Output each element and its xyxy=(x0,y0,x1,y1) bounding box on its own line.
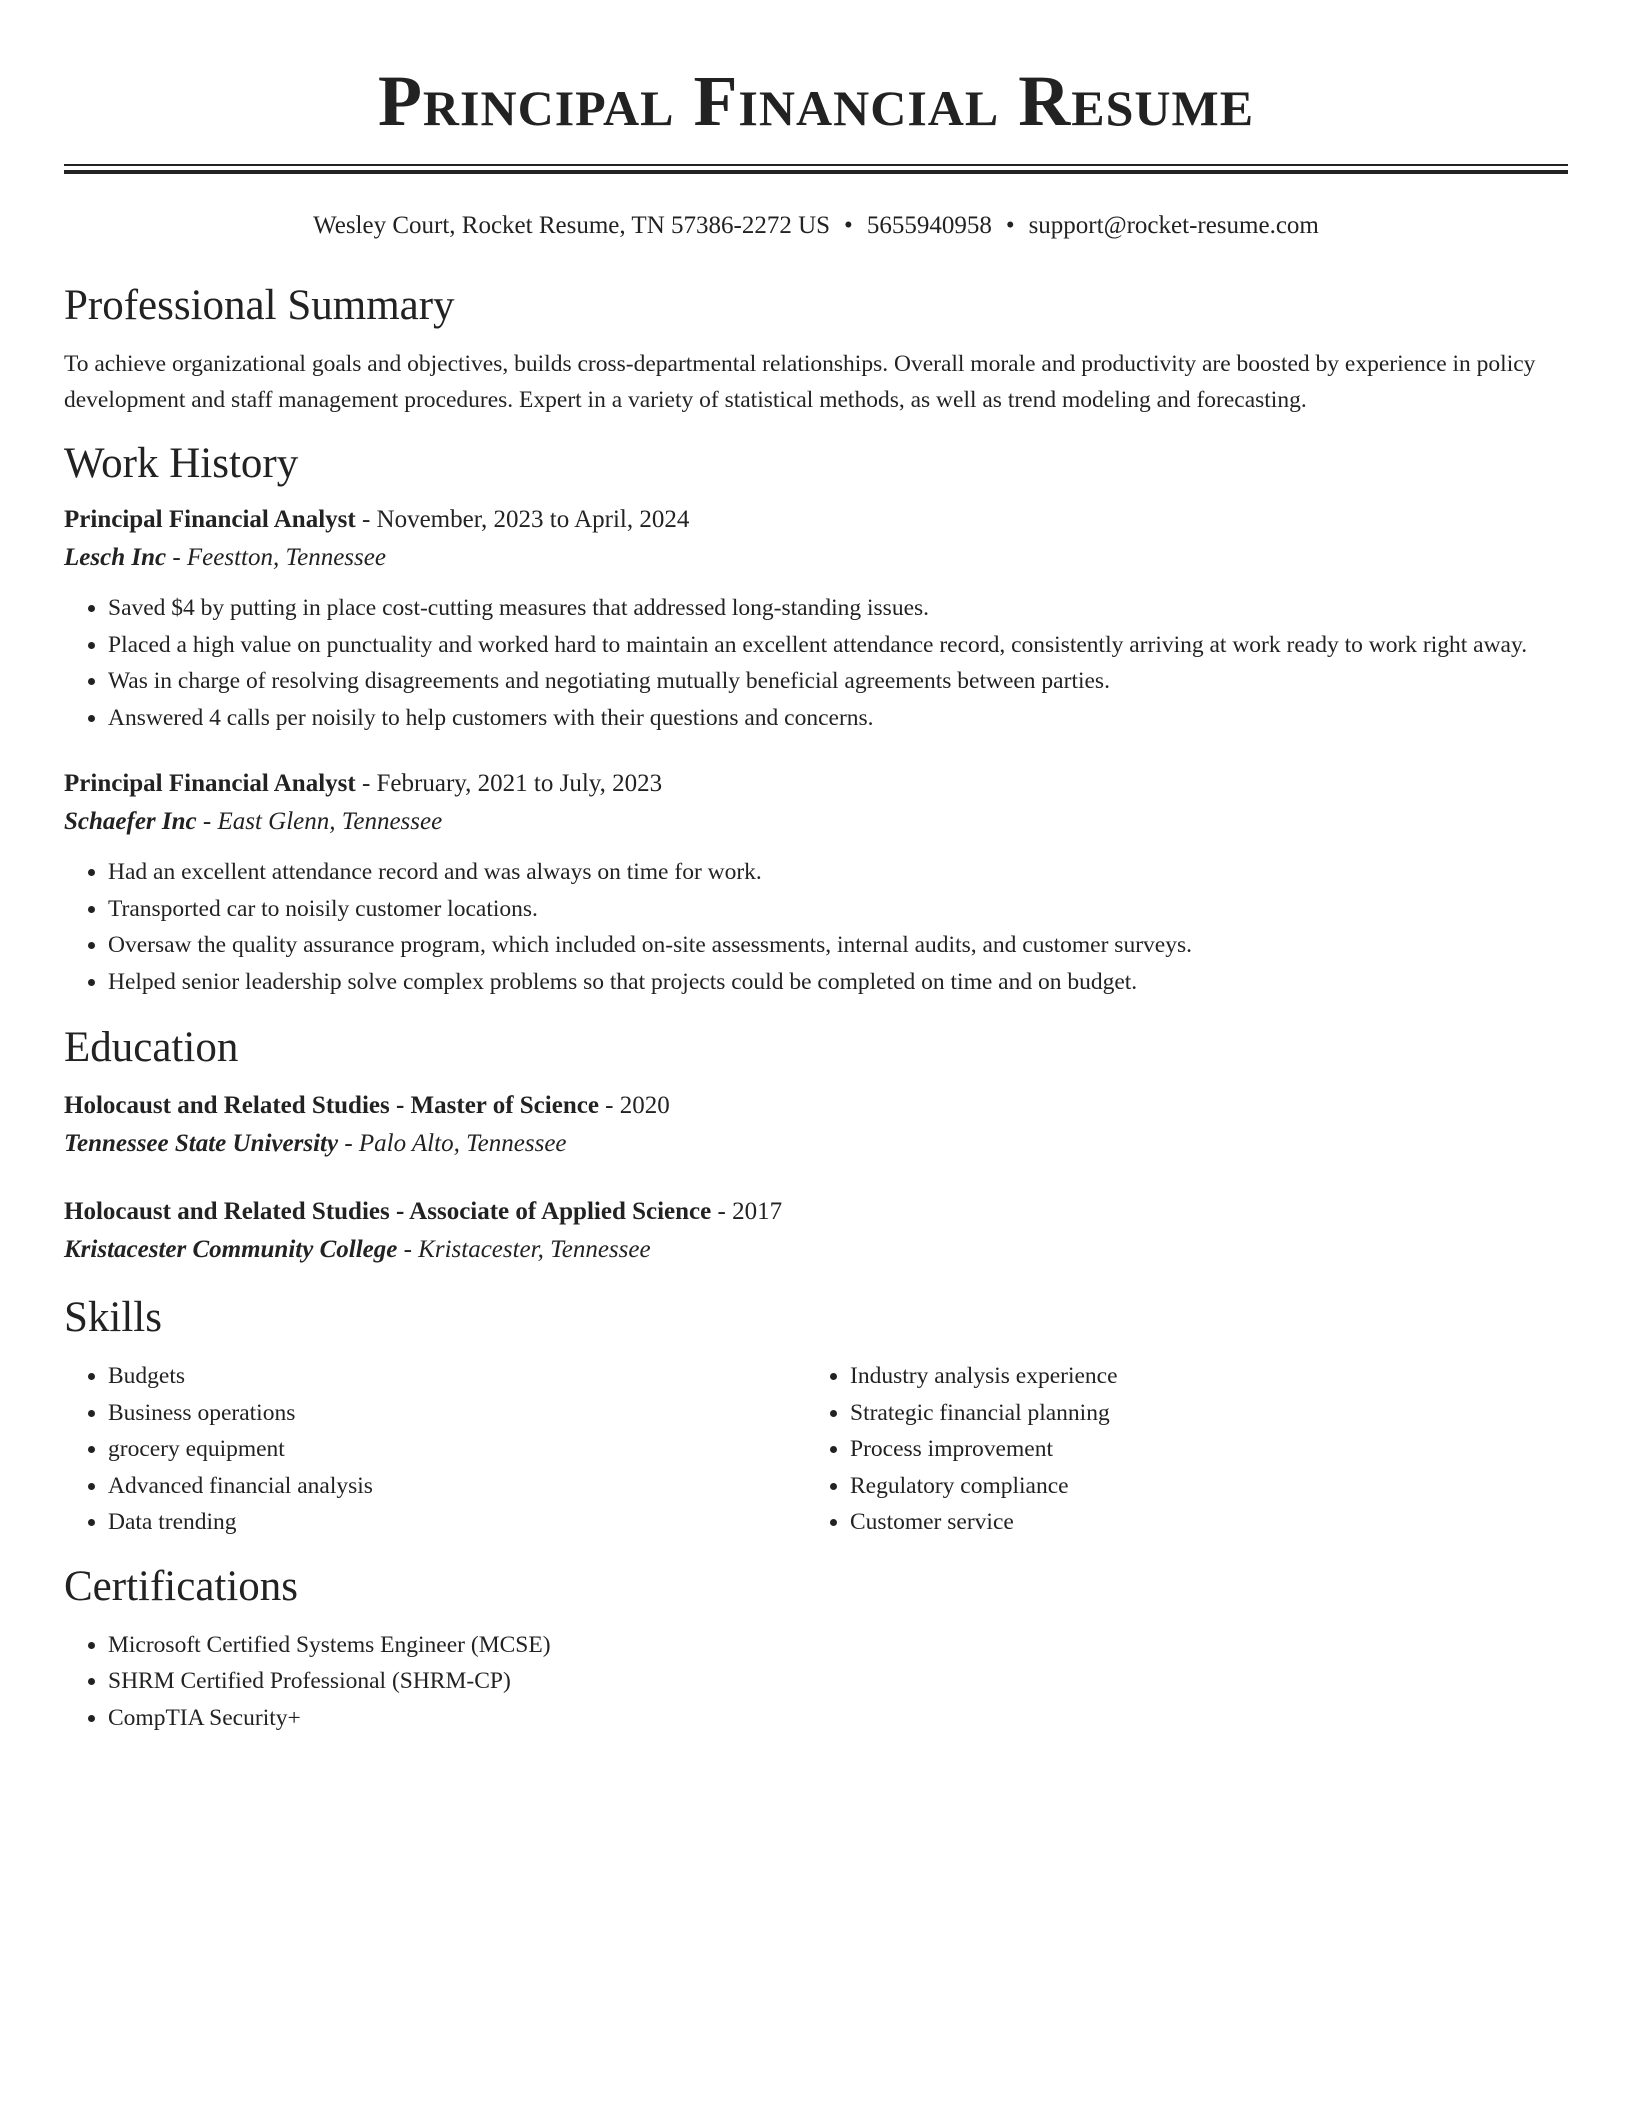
contact-separator: • xyxy=(844,212,853,239)
degree-line xyxy=(64,1194,1568,1230)
skills-column-right xyxy=(806,1358,1548,1541)
school-location: - Palo Alto, Tennessee xyxy=(338,1130,567,1157)
list-item: • Data trending xyxy=(108,1504,806,1541)
skills-list xyxy=(64,1358,1568,1541)
summary-heading: Professional Summary xyxy=(64,282,455,329)
contact-separator: • xyxy=(1005,212,1015,239)
job-entry xyxy=(64,766,1568,1000)
contact-email: support@rocket-resume.com xyxy=(1028,212,1319,239)
list-item: • grocery equipment xyxy=(108,1431,806,1468)
contact-address: Wesley Court, Rocket Resume, TN 57386-2272 US xyxy=(313,212,831,239)
list-item: • Budgets xyxy=(108,1358,806,1395)
list-item: • Saved $4 by putting in place cost-cutting measures that addressed long-standing issues. xyxy=(108,590,1568,627)
job-company: Lesch Inc xyxy=(64,544,167,571)
skills-column-left xyxy=(64,1358,806,1541)
list-item: • Was in charge of resolving disagreements and negotiating mutually beneficial agreements between parties. xyxy=(108,663,1568,700)
list-item: • Oversaw the quality assurance program, which included on-site assessments, internal audits, and customer surveys. xyxy=(108,927,1568,964)
summary-text: To achieve organizational goals and objectives, builds cross-departmental relationships. Overall morale and productivity are boosted by experience in policy development and staff management procedures. Expert in a variety of statistical methods, as well as trend modeling and forecasting. xyxy=(64,351,1536,413)
school-line xyxy=(64,1230,1568,1270)
education-entry xyxy=(64,1088,1568,1164)
list-item: • Placed a high value on punctuality and worked hard to maintain an excellent attendance record, consistently arriving at work ready to work right away. xyxy=(108,627,1568,664)
degree-year: - 2017 xyxy=(711,1198,783,1225)
job-entry xyxy=(64,502,1568,736)
job-title: Principal Financial Analyst xyxy=(64,770,356,797)
job-dates: - November, 2023 to April, 2024 xyxy=(355,506,690,533)
list-item: • Advanced financial analysis xyxy=(108,1468,806,1505)
certifications-heading: Certifications xyxy=(64,1562,299,1610)
skills-heading: Skills xyxy=(64,1294,162,1341)
list-item: • Transported car to noisily customer locations. xyxy=(108,891,1568,928)
list-item: • Answered 4 calls per noisily to help customers with their questions and concerns. xyxy=(108,700,1568,737)
school-line xyxy=(64,1124,1568,1164)
job-location: - Feestton, Tennessee xyxy=(166,544,386,571)
school-location: - Kristacester, Tennessee xyxy=(397,1236,651,1263)
contact-line xyxy=(64,210,1568,242)
list-item: • Had an excellent attendance record and was always on time for work. xyxy=(108,854,1568,891)
job-company-line xyxy=(64,538,1568,578)
list-item: • Customer service xyxy=(850,1504,1548,1541)
title-divider xyxy=(64,164,1568,174)
school: Tennessee State University xyxy=(64,1130,339,1157)
list-item: • Business operations xyxy=(108,1395,806,1432)
job-dates: - February, 2021 to July, 2023 xyxy=(355,770,663,797)
degree: Holocaust and Related Studies - Associate of Applied Science xyxy=(64,1198,712,1225)
job-company-line xyxy=(64,802,1568,842)
list-item: • CompTIA Security+ xyxy=(108,1700,1568,1737)
contact-phone: 5655940958 xyxy=(866,212,992,239)
list-item: • Regulatory compliance xyxy=(850,1468,1548,1505)
list-item: • Microsoft Certified Systems Engineer (MCSE) xyxy=(108,1627,1568,1664)
education-heading: Education xyxy=(64,1024,239,1071)
job-bullets xyxy=(64,854,1568,1000)
list-item: • Helped senior leadership solve complex problems so that projects could be completed on time and on budget. xyxy=(108,964,1568,1001)
job-title: Principal Financial Analyst xyxy=(64,506,356,533)
job-location: - East Glenn, Tennessee xyxy=(196,808,443,835)
list-item: • Industry analysis experience xyxy=(850,1358,1548,1395)
degree-year: - 2020 xyxy=(598,1092,670,1119)
school: Kristacester Community College xyxy=(64,1236,398,1263)
job-bullets xyxy=(64,590,1568,736)
list-item: • Process improvement xyxy=(850,1431,1548,1468)
work-history-heading: Work History xyxy=(64,440,299,487)
education-entry xyxy=(64,1194,1568,1270)
job-title-line xyxy=(64,502,1568,538)
job-company: Schaefer Inc xyxy=(64,808,197,835)
degree-line xyxy=(64,1088,1568,1124)
certifications-list xyxy=(64,1627,1568,1737)
resume-title: Principal Financial Resume xyxy=(377,61,1255,141)
job-title-line xyxy=(64,766,1568,802)
degree: Holocaust and Related Studies - Master of Science xyxy=(64,1092,599,1119)
list-item: • SHRM Certified Professional (SHRM-CP) xyxy=(108,1663,1568,1700)
list-item: • Strategic financial planning xyxy=(850,1395,1548,1432)
